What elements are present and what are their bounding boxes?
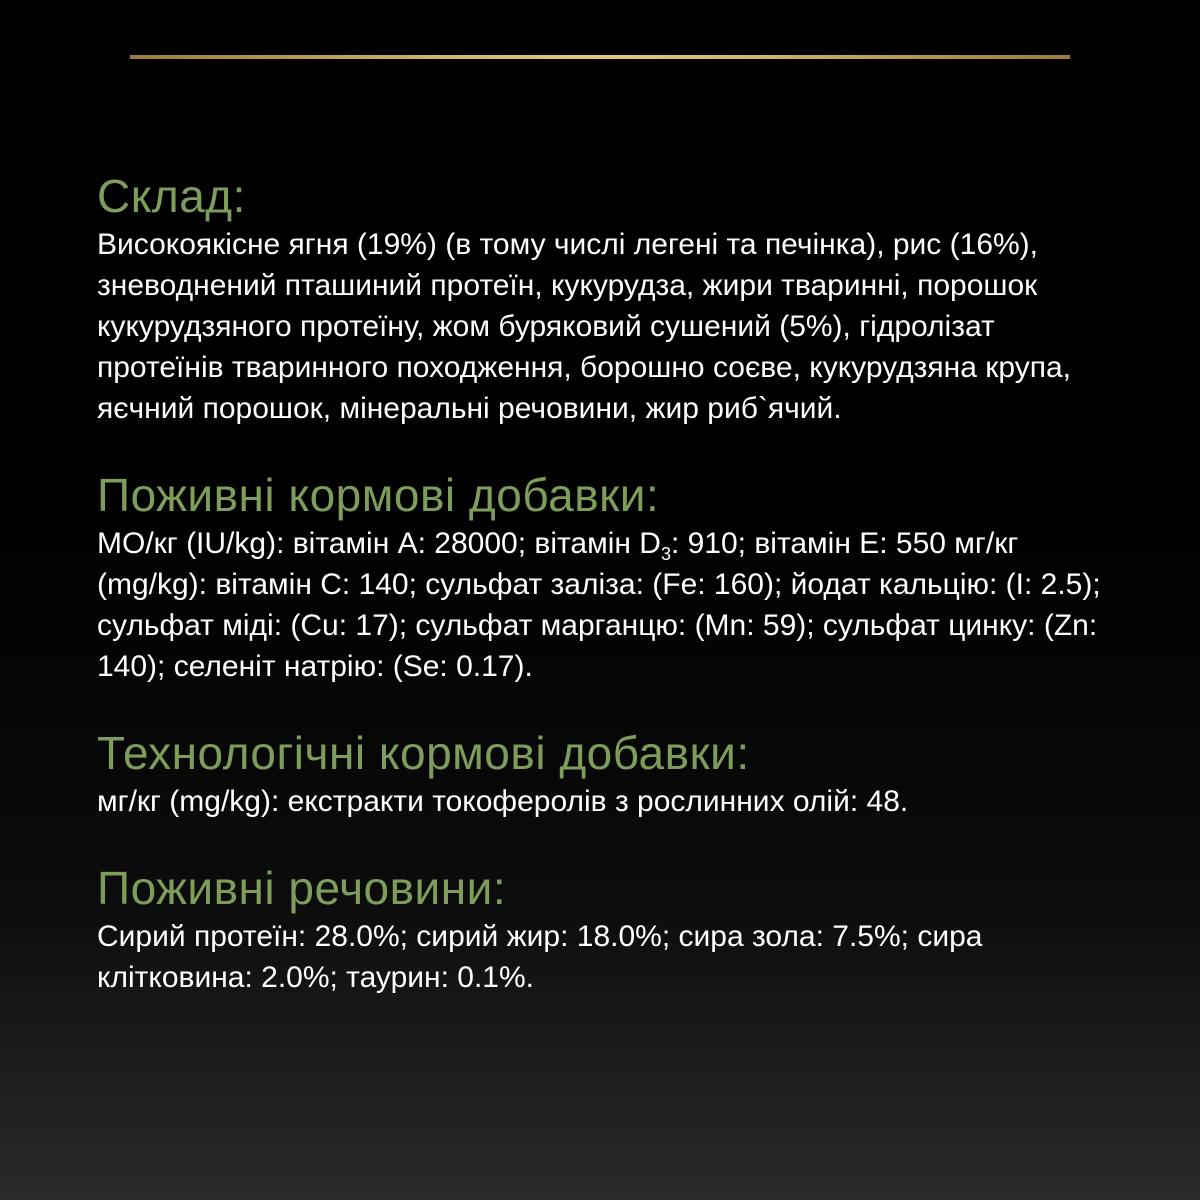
nutrients-section [97, 860, 1127, 998]
composition-section [97, 168, 1127, 429]
gold-divider [130, 55, 1070, 59]
nutritional-additives-heading: Поживні кормові добавки: [97, 469, 660, 521]
technological-additives-heading: Технологічні кормові добавки: [97, 727, 750, 779]
nutritional-additives-section [97, 467, 1127, 687]
label-content [97, 168, 1127, 998]
nutritional-additives-text-part1: МО/кг (IU/kg): вітамін А: 28000; вітамін D [97, 527, 661, 560]
nutrients-text: Сирий протеїн: 28.0%; сирий жир: 18.0%; сира зола: 7.5%; сира клітковина: 2.0%; таурин: 0.1%. [97, 920, 983, 994]
technological-additives-text: мг/кг (mg/kg): екстракти токоферолів з рослинних олій: 48. [97, 785, 909, 818]
composition-heading: Склад: [97, 170, 246, 222]
composition-text: Високоякісне ягня (19%) (в тому числі легені та печінка), рис (16%), зневоднений пташиний протеїн, кукурудза, жири тваринні, порошок кукурудзяного протеїну, жом буряковий сушений (5%), гідролізат протеїнів тваринного походження, борошно соєве, кукурудзяна крупа, яєчний порошок, мінеральні речовини, жир риб`ячий. [97, 228, 1072, 425]
nutritional-additives-text [97, 523, 1127, 687]
technological-additives-section [97, 725, 1127, 822]
nutrients-heading: Поживні речовини: [97, 862, 507, 914]
vitamin-d-subscript: 3 [660, 544, 671, 564]
nutritional-additives-text-part2: : 910; вітамін Е: 550 мг/кг (mg/kg): вітамін С: 140; сульфат заліза: (Fe: 160); йодат кальцію: (I: 2.5); сульфат міді: (Cu: 17); сульфат марганцю: (Mn: 59); сульфат цинку: (Zn: 140); селеніт натрію: (Se: 0.17). [97, 527, 1101, 683]
